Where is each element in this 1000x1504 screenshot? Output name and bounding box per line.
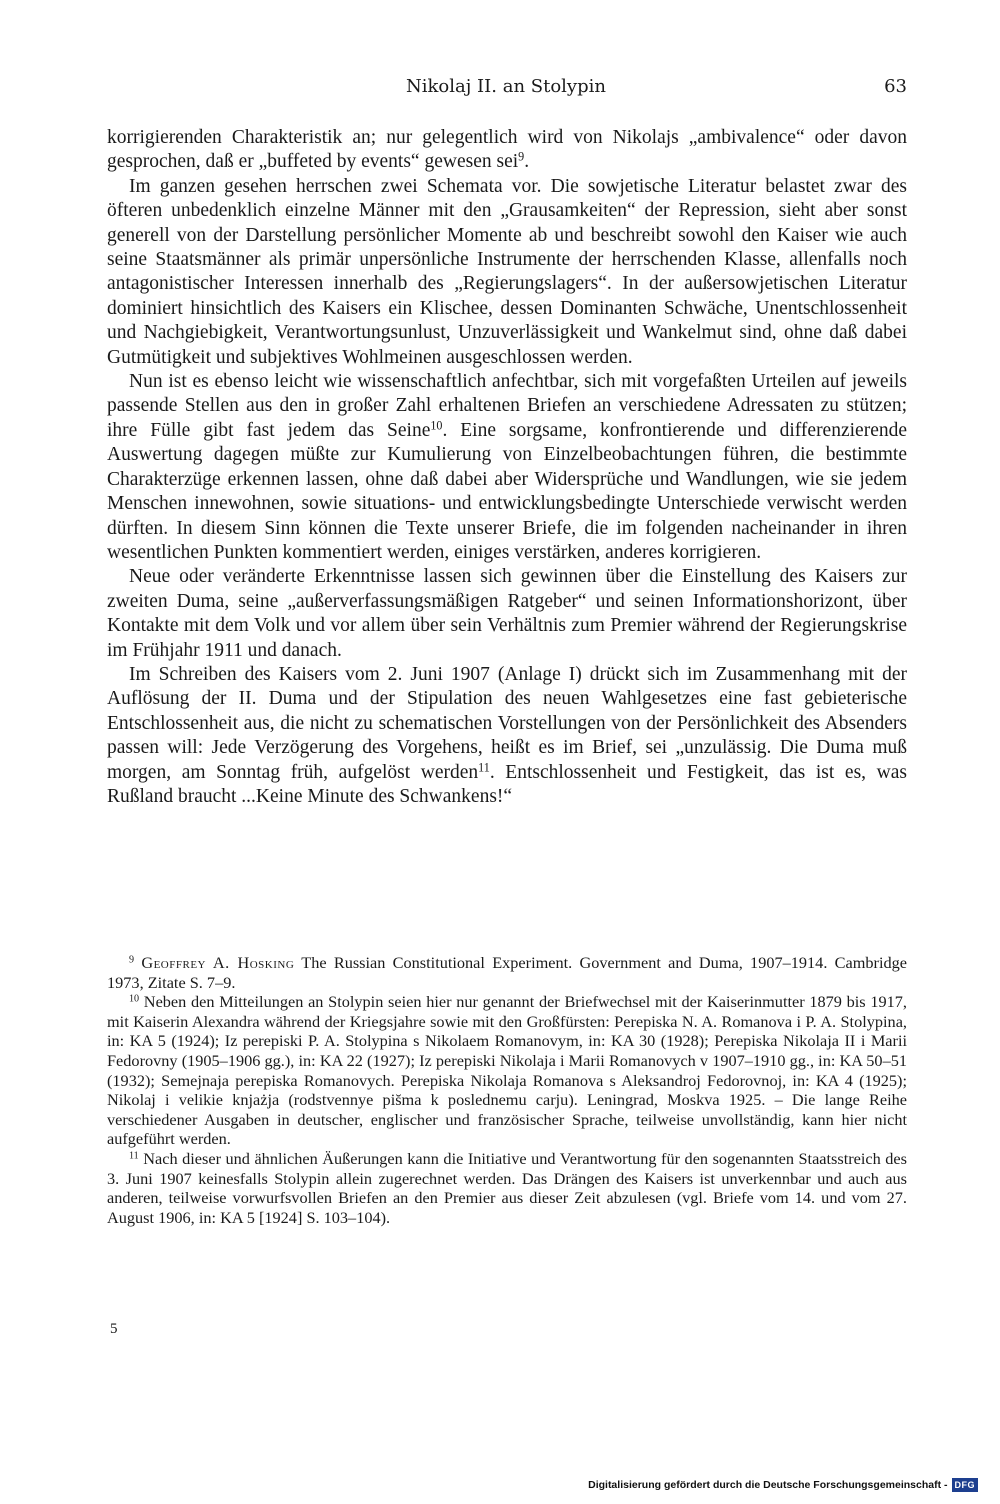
footnote-author: Geoffrey A. Hosking <box>141 953 295 972</box>
page-number: 63 <box>884 76 907 97</box>
paragraph-3 <box>107 370 907 565</box>
footnote-11 <box>107 1149 907 1227</box>
footnote-text: The Russian Constitutional Experiment. Government and Duma, 1907–1914. Cambridge 1973, Zitate S. 7–9. <box>107 953 908 992</box>
paragraph-5 <box>107 663 907 809</box>
dfg-logo: DFG <box>952 1478 979 1492</box>
footnote-10 <box>107 992 907 1149</box>
paragraph-2: Im ganzen gesehen herrschen zwei Schemata vor. Die sowjetische Literatur belastet zwar des öfteren unbedenklich einzelne Männer mit den „Grausamkeiten“ der Repression, sieht aber sonst generell von der Darstellung persönlicher Momente ab und beschreibt sowohl den Kaiser wie auch seine Staatsmänner als primär unpersönliche Instrumente der herrschenden Klasse, allenfalls noch antagonistischer Interessen innerhalb des „Regierungslagers“. In der außersowjetischen Literatur dominiert hinsichtlich des Kaisers ein Klischee, dessen Dominanten Schwäche, Unentschlossenheit und Nachgiebigkeit, Verantwortungsunlust, Unzuverlässigkeit und Wankelmut sind, ohne daß dabei Gutmütigkeit und subjektives Wohlmeinen ausgeschlossen werden. <box>107 175 907 368</box>
page-header <box>105 76 907 106</box>
main-text <box>107 126 907 809</box>
running-title: Nikolaj II. an Stolypin <box>406 76 606 97</box>
paragraph-1-text: korrigierenden Charakteristik an; nur gelegentlich wird von Nikolajs „ambivalence“ oder davon gesprochen, daß er „buffeted by events“ gewesen sei <box>107 127 907 173</box>
footnote-number: 10 <box>129 993 140 1005</box>
paragraph-3-end: . Eine sorgsame, konfrontierende und differenzierende Auswertung dagegen müßte zur Kumulierung von Einzelbeobachtungen führen, die bestimmte Charakterzüge erkennen lassen, ohne daß dabei aber Widersprüche und Wandlungen, wie sie jedem Menschen innewohnen, sowie situations- und entwicklungsbedingte Unterschiede verwischt werden dürften. In diesem Sinn können die Texte unserer Briefe, die im folgenden nacheinander in ihren wesentlichen Punkten kommentiert werden, einiges verstärken, anderes korrigieren. <box>107 419 907 563</box>
digitization-footer <box>588 1478 978 1492</box>
footnote-9 <box>107 953 907 992</box>
footnote-number: 9 <box>129 954 135 966</box>
paragraph-3-text: Nun ist es ebenso leicht wie wissenschaftlich anfechtbar, sich mit vorgefaßten Urteilen auf jeweils passende Stellen aus den in großer Zahl erhaltenen Briefen an verschiedene Adressaten zu stützen; ihre Fülle gibt fast jedem das Seine <box>107 371 907 441</box>
paragraph-1 <box>107 126 907 175</box>
footnote-ref-9: 9 <box>518 149 525 164</box>
paragraph-5-text: Im Schreiben des Kaisers vom 2. Juni 1907 (Anlage I) drückt sich im Zusammenhang mit der Auflösung der II. Duma und der Stipulation des neuen Wahlgesetzes eine fast gebieterische Entschlossenheit aus, die nicht zu schematischen Vorstellungen von der Persönlichkeit des Absenders passen will: Jede Verzögerung des Vorgehens, heißt es im Brief, sei „unzulässig. Die Duma muß morgen, am Sonntag früh, aufgelöst werden <box>107 663 907 783</box>
footnote-text: Nach dieser und ähnlichen Äußerungen kann die Initiative und Verantwortung für den sogenannten Staatsstreich des 3. Juni 1907 keinesfalls Stolypin allein zugerechnet werden. Das Drängen des Kaisers ist unverkennbar und auch aus anderen, teilweise vorwurfsvollen Briefen an den Premier aus dieser Zeit abzulesen (vgl. Briefe vom 14. und vom 27. August 1906, in: KA 5 [1924] S. 103–104). <box>107 1148 907 1227</box>
footnote-number: 11 <box>129 1150 139 1162</box>
funding-note: Digitalisierung gefördert durch die Deutsche Forschungsgemeinschaft - <box>588 1479 948 1491</box>
paragraph-1-end: . <box>524 151 530 173</box>
footnote-ref-10: 10 <box>430 418 443 433</box>
footnotes <box>107 953 907 1227</box>
paragraph-5-end: . Entschlossenheit und Festigkeit, das ist es, was Rußland braucht ...Keine Minute des Schwankens!“ <box>107 761 908 807</box>
paragraph-4: Neue oder veränderte Erkenntnisse lassen sich gewinnen über die Einstellung des Kaisers zur zweiten Duma, seine „außerverfassungsmäßigen Ratgeber“ und seinen Informationshorizont, über Kontakte mit dem Volk und vor allem über sein Verhältnis zum Premier während der Regierungskrise im Frühjahr 1911 und danach. <box>107 566 907 661</box>
footnote-text: Neben den Mitteilungen an Stolypin seien hier nur genannt der Briefwechsel mit der Kaiserinmutter 1879 bis 1917, mit Kaiserin Alexandra während der Kriegsjahre sowie mit den Großfürsten: Perepiska N. A. Romanova i P. A. Stolypina, in: KA 5 (1924); Iz perepiski P. A. Stolypina s Nikolaem Romanovym, in: KA 30 (1928); Perepiska Nikolaja II i Marii Fedorovny (1905–1906 gg.), in: KA 22 (1927); Iz perepiski Nikolaja i Marii Romanovych v 1907–1910 gg., in: KA 50–51 (1932); Semejnaja perepiska Romanovych. Perepiska Nikolaja Romanova s Aleksandroj Fedorovnoj, in: KA 4 (1925); Nikolaj i velikie knjażja (rodstvennye pis̆ma k poslednemu carju). Leningrad, Moskva 1925. – Die lange Reihe verschiedener Ausgaben in deutscher, englischer und französischer Sprache, teilweise unvollständig, kann hier nicht aufgeführt werden. <box>107 992 907 1149</box>
signature-mark: 5 <box>110 1321 118 1337</box>
footnote-ref-11: 11 <box>478 759 490 774</box>
